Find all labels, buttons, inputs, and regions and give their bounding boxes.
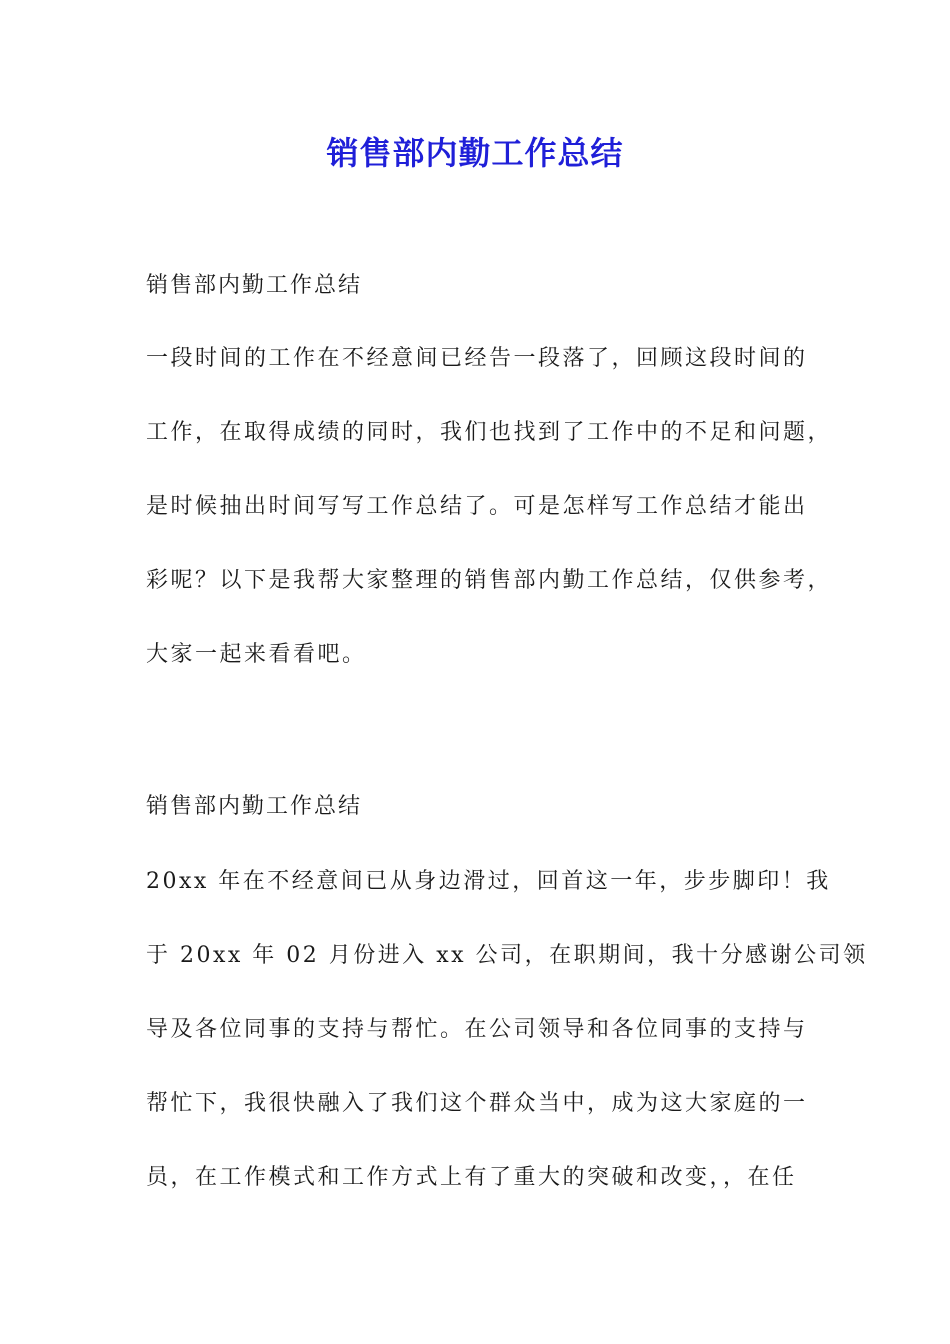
paragraph-line: 于 20xx 年 02 月份进入 xx 公司，在职期间，我十分感谢公司领	[146, 943, 868, 968]
paragraph-line: 导及各位同事的支持与帮忙。在公司领导和各位同事的支持与	[146, 1017, 808, 1042]
section-1-heading-block	[146, 256, 826, 316]
section-heading: 销售部内勤工作总结	[146, 273, 363, 298]
document-title: 销售部内勤工作总结	[326, 134, 624, 172]
paragraph-line: 工作，在取得成绩的同时，我们也找到了工作中的不足和问题，	[146, 420, 833, 445]
paragraph-line: 大家一起来看看吧。	[146, 642, 367, 667]
paragraph-line: 20xx 年在不经意间已从身边滑过，回首这一年，步步脚印！我	[146, 869, 831, 894]
paragraph-line: 是时候抽出时间写写工作总结了。可是怎样写工作总结才能出	[146, 494, 808, 519]
section-heading: 销售部内勤工作总结	[146, 794, 363, 819]
paragraph-line: 帮忙下，我很快融入了我们这个群众当中，成为这大家庭的一	[146, 1091, 808, 1116]
paragraph-line: 彩呢？以下是我帮大家整理的销售部内勤工作总结，仅供参考，	[146, 568, 833, 593]
paragraph-line: 一段时间的工作在不经意间已经告一段落了，回顾这段时间的	[146, 346, 808, 371]
section-2-heading-block	[146, 777, 826, 837]
section-2-body	[146, 845, 868, 1215]
paragraph-line: 员，在工作模式和工作方式上有了重大的突破和改变，，在任	[146, 1165, 797, 1190]
section-1-body	[146, 322, 833, 692]
